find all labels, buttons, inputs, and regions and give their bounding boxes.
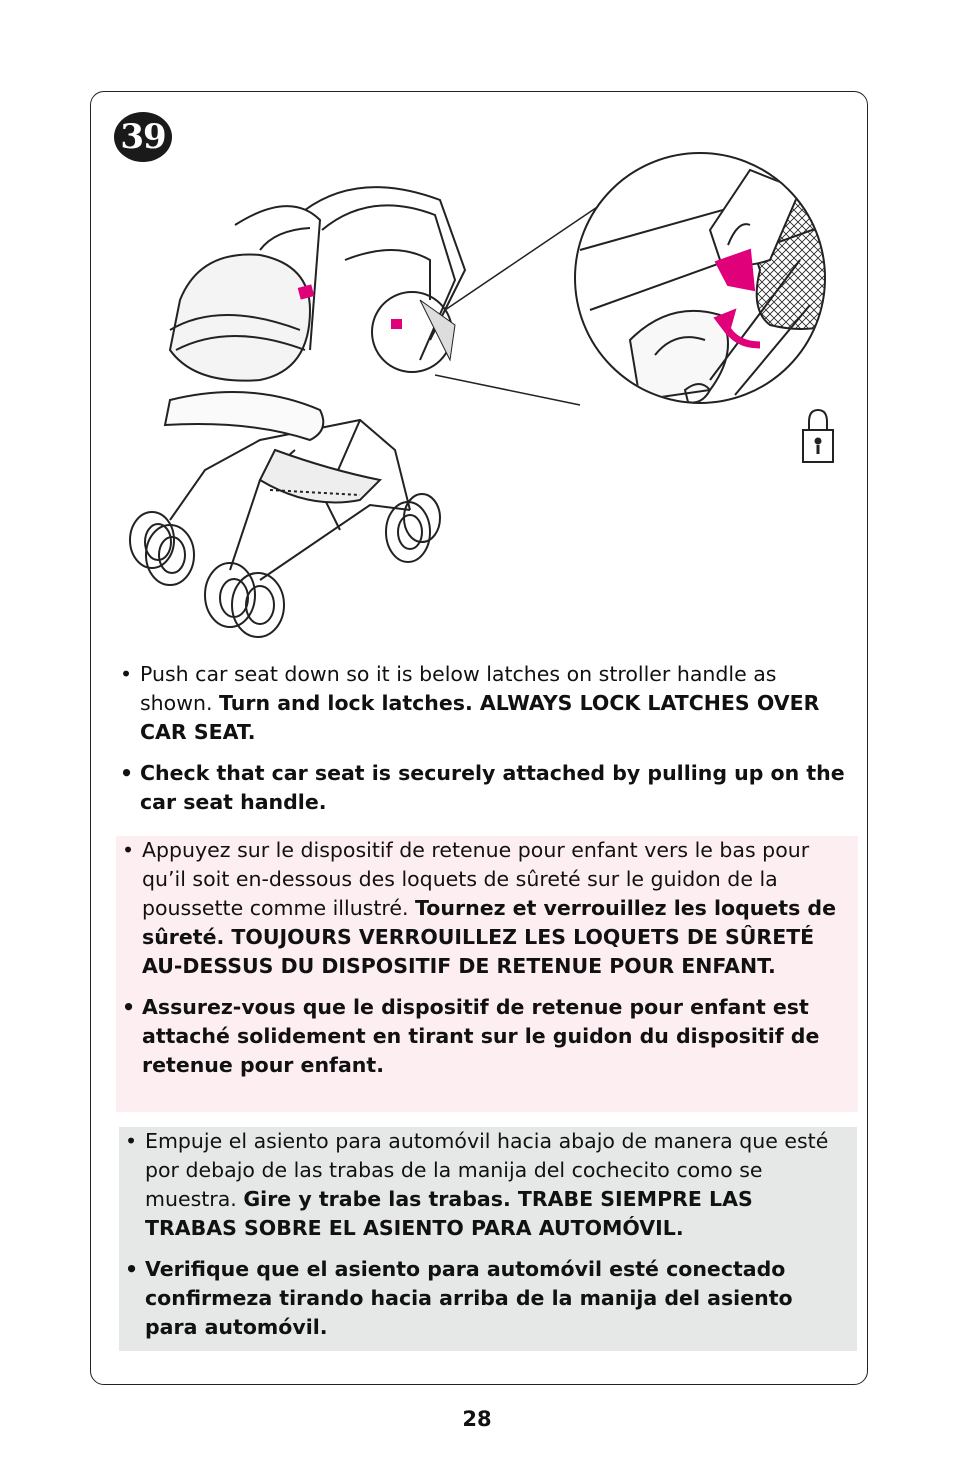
bullet: • bbox=[122, 995, 136, 1019]
page-number: 28 bbox=[462, 1407, 492, 1431]
bullet: • bbox=[122, 838, 135, 862]
english-item-2-text: Check that car seat is securely attached by pulling up on the car seat handle. bbox=[140, 761, 845, 814]
spanish-item-2 bbox=[125, 1255, 851, 1342]
french-instructions bbox=[116, 836, 858, 1112]
lock-icon bbox=[803, 410, 833, 462]
english-instructions bbox=[116, 660, 858, 829]
french-item-1-bold: Tournez et verrouillez les loquets de sûreté. TOUJOURS VERROUILLEZ LES LOQUETS DE SÛRETÉ AU-DESSUS DU DISPOSITIF DE RETENUE POUR ENFANT. bbox=[142, 896, 836, 978]
step-number: 39 bbox=[120, 117, 166, 157]
spanish-item-1 bbox=[125, 1127, 851, 1243]
bullet: • bbox=[125, 1129, 138, 1153]
bullet: • bbox=[125, 1257, 139, 1281]
french-item-2 bbox=[122, 993, 852, 1080]
spanish-item-2-text: Verifique que el asiento para automóvil esté conectado confirmeza tirando hacia arriba de la manija del asiento para automóvil. bbox=[145, 1257, 793, 1339]
bullet: • bbox=[120, 761, 134, 785]
spanish-item-1-text: Empuje el asiento para automóvil hacia abajo de manera que esté por debajo de las trabas de la manija del cochecito como se muestra. bbox=[145, 1129, 829, 1211]
english-item-1 bbox=[120, 660, 854, 747]
french-item-1 bbox=[122, 836, 852, 981]
english-item-2 bbox=[120, 759, 854, 817]
english-item-1-bold: Turn and lock latches. ALWAYS LOCK LATCHES OVER CAR SEAT. bbox=[140, 691, 820, 744]
french-item-2-text: Assurez-vous que le dispositif de retenue pour enfant est attaché solidement en tirant sur le guidon du dispositif de retenue pour enfant. bbox=[142, 995, 820, 1077]
french-item-1-text: Appuyez sur le dispositif de retenue pour enfant vers le bas pour qu’il soit en-dessous des loquets de sûreté sur le guidon de la poussette comme illustré. bbox=[142, 838, 810, 920]
english-item-1-text: Push car seat down so it is below latches on stroller handle as shown. bbox=[140, 662, 777, 715]
zoom-detail bbox=[575, 153, 850, 403]
spanish-instructions bbox=[119, 1127, 857, 1351]
stroller-illustration bbox=[110, 150, 870, 650]
spanish-item-1-bold: Gire y trabe las trabas. TRABE SIEMPRE LAS TRABAS SOBRE EL ASIENTO PARA AUTOMÓVIL. bbox=[145, 1187, 753, 1240]
bullet: • bbox=[120, 662, 133, 686]
stroller-drawing bbox=[130, 187, 465, 637]
